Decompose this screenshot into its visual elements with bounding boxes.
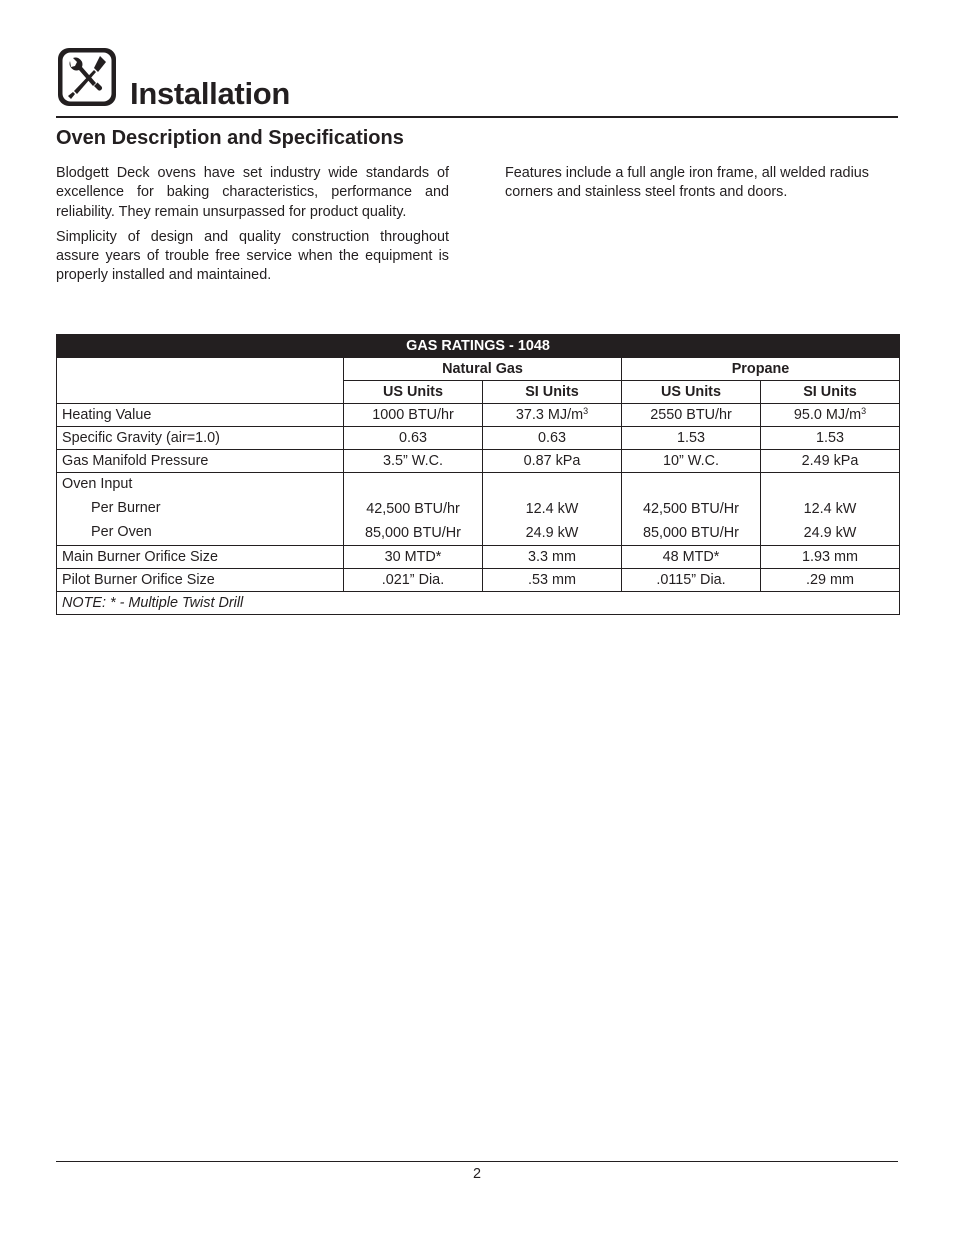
table-note: NOTE: * - Multiple Twist Drill xyxy=(57,592,900,615)
cell-value: 85,000 BTU/Hr xyxy=(365,524,461,541)
wrench-screwdriver-icon xyxy=(56,46,118,108)
table-row xyxy=(57,473,900,546)
table-cell: 48 MTD* xyxy=(622,546,761,569)
gas-ratings-table xyxy=(56,334,900,615)
unit-header: US Units xyxy=(622,381,761,404)
superscript: 3 xyxy=(861,405,867,416)
intro-paragraph: Features include a full angle iron frame, all welded radius corners and stainless steel fronts and doors. xyxy=(505,165,869,201)
intro-paragraph: Blodgett Deck ovens have set industry wide standards of excellence for baking characteristics, performance and reliability. They remain unsurpassed for product quality. xyxy=(56,165,449,220)
section-title: Oven Description and Specifications xyxy=(56,127,404,149)
footer-divider xyxy=(56,1161,898,1162)
table-cell xyxy=(761,404,900,427)
cell-value: 24.9 kW xyxy=(525,524,579,541)
table-cell: .29 mm xyxy=(761,569,900,592)
row-label: Heating Value xyxy=(57,404,344,427)
row-label: Gas Manifold Pressure xyxy=(57,450,344,473)
table-row xyxy=(57,450,900,473)
page-title: Installation xyxy=(130,76,291,111)
table-cell xyxy=(344,473,483,546)
table-cell: 2.49 kPa xyxy=(761,450,900,473)
cell-value: 12.4 kW xyxy=(803,500,857,517)
group-header-propane: Propane xyxy=(622,358,900,381)
table-row xyxy=(57,546,900,569)
table-title: GAS RATINGS - 1048 xyxy=(57,335,900,358)
table-cell xyxy=(761,473,900,546)
table-cell: 1000 BTU/hr xyxy=(344,404,483,427)
cell-value: 12.4 kW xyxy=(525,500,579,517)
row-label: Specific Gravity (air=1.0) xyxy=(57,427,344,450)
header-divider xyxy=(56,116,898,118)
intro-left-column xyxy=(56,164,449,292)
table-cell: 2550 BTU/hr xyxy=(622,404,761,427)
table-cell xyxy=(622,473,761,546)
table-cell: 0.63 xyxy=(344,427,483,450)
cell-value: 24.9 kW xyxy=(803,524,857,541)
table-cell xyxy=(483,473,622,546)
table-row xyxy=(57,427,900,450)
row-label: Main Burner Orifice Size xyxy=(57,546,344,569)
page-number: 2 xyxy=(472,1166,481,1182)
table-cell: 1.93 mm xyxy=(761,546,900,569)
unit-header: SI Units xyxy=(761,381,900,404)
table-cell: .53 mm xyxy=(483,569,622,592)
table-cell: 1.53 xyxy=(622,427,761,450)
table-cell: 0.63 xyxy=(483,427,622,450)
cell-value: 42,500 BTU/hr xyxy=(366,500,460,517)
table-cell: 30 MTD* xyxy=(344,546,483,569)
table-row xyxy=(57,569,900,592)
table-cell: 0.87 kPa xyxy=(483,450,622,473)
table-note-row xyxy=(57,592,900,615)
row-sublabel: Per Burner xyxy=(91,500,161,516)
superscript: 3 xyxy=(583,405,589,416)
group-header-natural-gas: Natural Gas xyxy=(344,358,622,381)
page-header xyxy=(56,46,898,118)
unit-header: US Units xyxy=(344,381,483,404)
table-row xyxy=(57,404,900,427)
table-cell: 3.3 mm xyxy=(483,546,622,569)
cell-value: 42,500 BTU/Hr xyxy=(643,500,739,517)
table-cell: 3.5” W.C. xyxy=(344,450,483,473)
table-cell xyxy=(483,404,622,427)
row-sublabel: Per Oven xyxy=(91,524,152,540)
table-cell: .0115” Dia. xyxy=(622,569,761,592)
cell-value: 37.3 MJ/m xyxy=(515,406,584,423)
table-cell: .021” Dia. xyxy=(344,569,483,592)
table-cell: 1.53 xyxy=(761,427,900,450)
intro-right-column xyxy=(505,164,899,209)
row-label-group xyxy=(57,473,344,546)
unit-header: SI Units xyxy=(483,381,622,404)
table-cell: 10” W.C. xyxy=(622,450,761,473)
row-label: Oven Input xyxy=(62,476,133,492)
cell-value: 95.0 MJ/m xyxy=(793,406,862,423)
cell-value: 85,000 BTU/Hr xyxy=(643,524,739,541)
row-label: Pilot Burner Orifice Size xyxy=(57,569,344,592)
intro-paragraph: Simplicity of design and quality construction throughout assure years of trouble free service when the equipment is properly installed and maintained. xyxy=(56,228,449,284)
table-corner-cell xyxy=(57,358,344,404)
